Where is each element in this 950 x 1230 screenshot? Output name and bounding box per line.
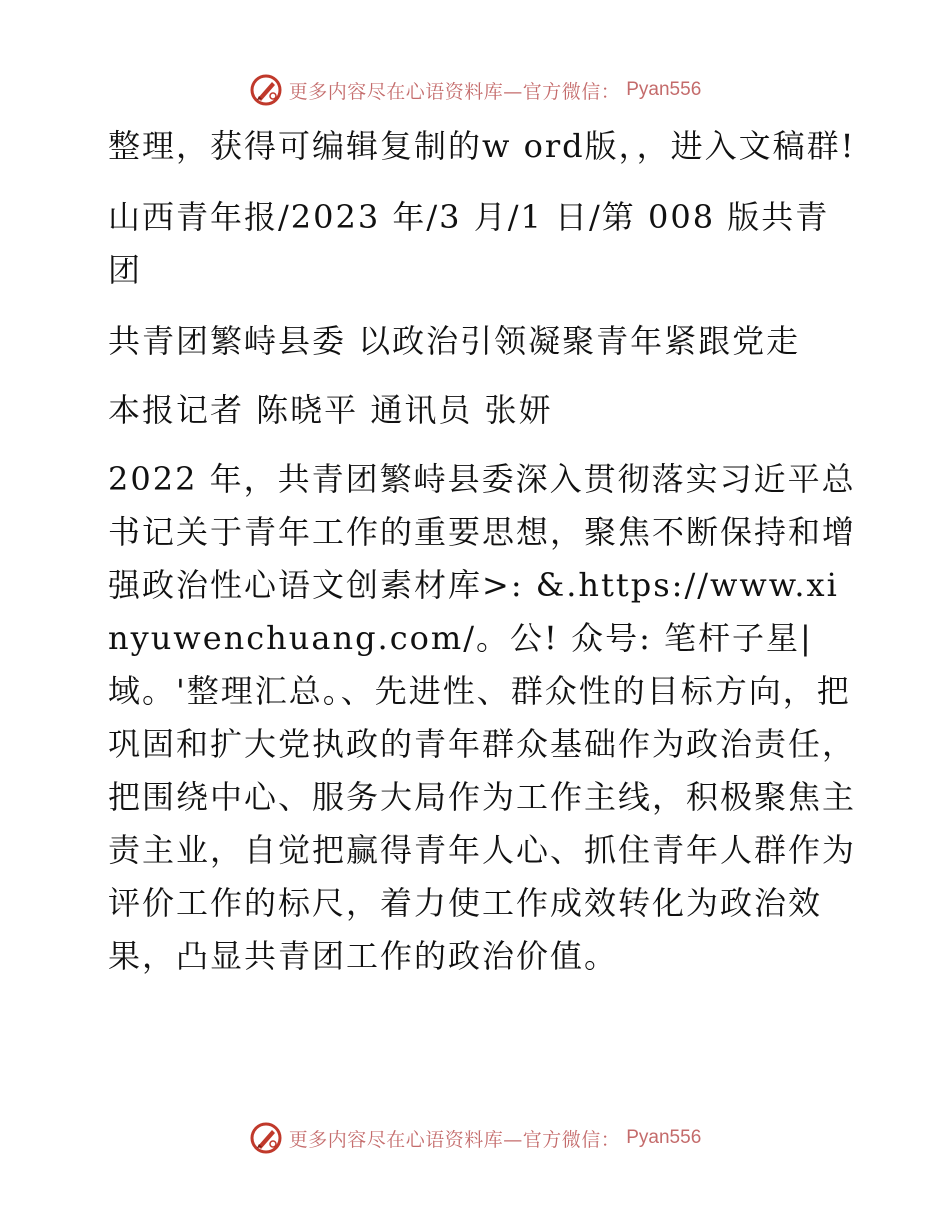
byline: 本报记者 陈晓平 通讯员 张妍	[108, 391, 553, 429]
banner-content	[249, 1121, 702, 1155]
source-line: 山西青年报/2023 年/3 月/1 日/第 008 版共青团	[108, 198, 830, 289]
banner-content	[249, 73, 702, 107]
pen-logo-icon	[249, 73, 283, 107]
pen-logo-icon	[249, 1121, 283, 1155]
article-title: 共青团繁峙县委 以政治引领凝聚青年紧跟党走	[108, 322, 801, 360]
document-body	[96, 120, 856, 983]
banner-text: 更多内容尽在心语资料库—官方微信：	[288, 1128, 621, 1151]
banner-text: 更多内容尽在心语资料库—官方微信：	[288, 80, 621, 103]
banner-wechat-id: Pyan556	[626, 1127, 702, 1148]
header-watermark-banner	[0, 70, 950, 110]
banner-wechat-id: Pyan556	[626, 79, 702, 100]
body-paragraph: 2022 年，共青团繁峙县委深入贯彻落实习近平总书记关于青年工作的重要思想，聚焦不断保持和增强政治性心语文创素材库>: &.https://www.xinyuwenchuang.com/。公! 众号: 笔杆子星|域。'整理汇总。、先进性、群众性的目标方向，把巩固和扩大党执政的青年群众基础作为政治责任，把围绕中心、服务大局作为工作主线，积极聚焦主责主业，自觉把赢得青年人心、抓住青年人群作为评价工作的标尺，着力使工作成效转化为政治效果，凸显共青团工作的政治价值。	[108, 460, 857, 975]
footer-watermark-banner	[0, 1118, 950, 1158]
intro-paragraph: 整理，获得可编辑复制的w ord版，，进入文稿群!	[108, 127, 856, 165]
